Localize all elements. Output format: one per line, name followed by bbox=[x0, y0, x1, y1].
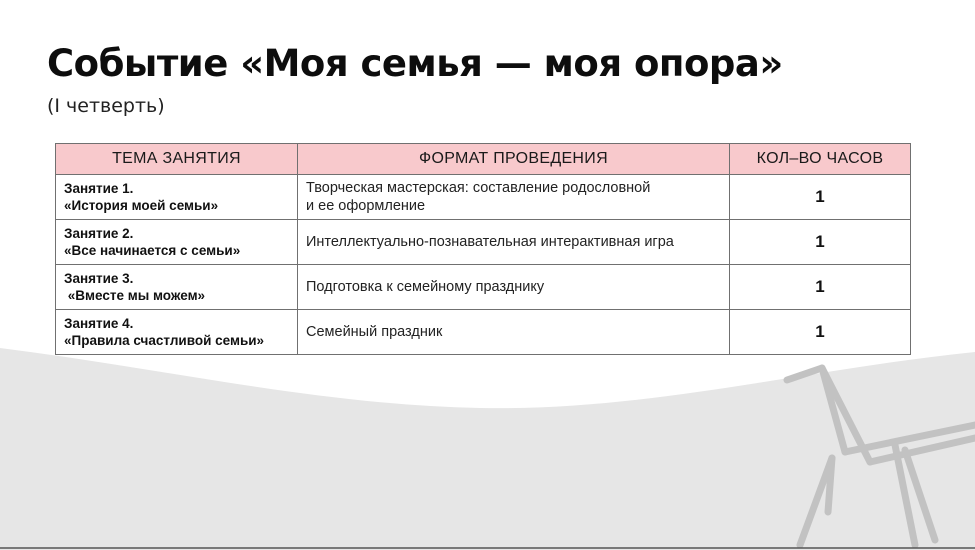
lesson-hours-cell: 1 bbox=[730, 310, 911, 355]
lesson-name: «История моей семьи» bbox=[64, 198, 219, 213]
table-header-row bbox=[56, 144, 911, 175]
header-topic: ТЕМА ЗАНЯТИЯ bbox=[56, 144, 298, 175]
lesson-number: Занятие 2. bbox=[64, 226, 134, 241]
table-row bbox=[56, 220, 911, 265]
page-title: Событие «Моя семья — моя опора» bbox=[47, 42, 783, 85]
lesson-format-line: Подготовка к семейному празднику bbox=[306, 279, 545, 295]
lesson-format-line: Семейный праздник bbox=[306, 324, 443, 340]
header-hours: КОЛ–ВО ЧАСОВ bbox=[730, 144, 911, 175]
lessons-table bbox=[55, 143, 911, 355]
lesson-format-line: и ее оформление bbox=[306, 198, 426, 214]
lesson-topic-cell bbox=[56, 265, 298, 310]
lesson-name: «Правила счастливой семьи» bbox=[64, 333, 265, 348]
lesson-format-cell bbox=[298, 220, 730, 265]
table-row bbox=[56, 175, 911, 220]
lesson-format-cell bbox=[298, 175, 730, 220]
lesson-topic-cell bbox=[56, 175, 298, 220]
lesson-format-cell bbox=[298, 265, 730, 310]
lesson-topic-cell bbox=[56, 220, 298, 265]
lesson-topic-cell bbox=[56, 310, 298, 355]
lesson-number: Занятие 1. bbox=[64, 181, 134, 196]
lesson-name: «Вместе мы можем» bbox=[64, 288, 206, 303]
lesson-format-line: Творческая мастерская: составление родословной bbox=[306, 180, 651, 196]
page-subtitle: (I четверть) bbox=[47, 95, 165, 117]
lesson-format-line: Интеллектуально-познавательная интерактивная игра bbox=[306, 234, 674, 250]
lesson-hours-cell: 1 bbox=[730, 265, 911, 310]
header-format: ФОРМАТ ПРОВЕДЕНИЯ bbox=[298, 144, 730, 175]
lesson-number: Занятие 4. bbox=[64, 316, 134, 331]
table-row bbox=[56, 265, 911, 310]
lesson-hours-cell: 1 bbox=[730, 220, 911, 265]
lesson-hours-cell: 1 bbox=[730, 175, 911, 220]
table-row bbox=[56, 310, 911, 355]
lesson-format-cell bbox=[298, 310, 730, 355]
lesson-number: Занятие 3. bbox=[64, 271, 134, 286]
lesson-name: «Все начинается с семьи» bbox=[64, 243, 241, 258]
